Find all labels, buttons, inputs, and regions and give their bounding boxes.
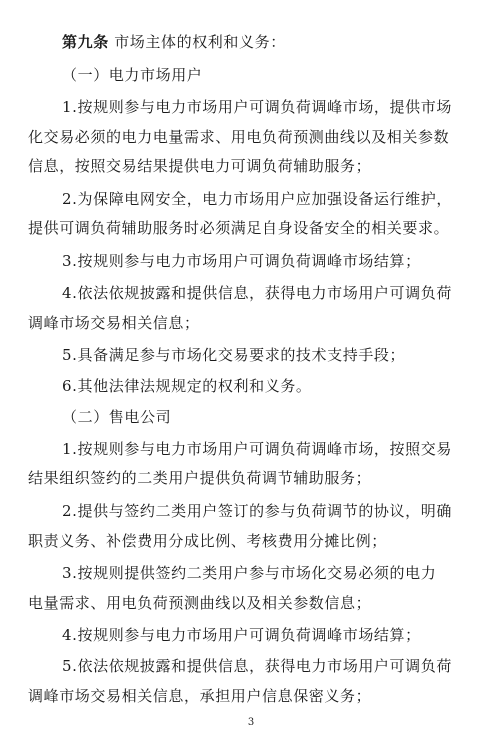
paragraph-line: 2.为保障电网安全，电力市场用户应加强设备运行维护， (62, 190, 452, 208)
paragraph-line: 2.提供与签约二类用户签订的参与负荷调节的协议，明确 (62, 502, 452, 520)
article-number: 第九条 (62, 33, 109, 51)
paragraph-line: 提供可调负荷辅助服务时必须满足自身设备安全的相关要求。 (28, 219, 450, 237)
paragraph-line: 职责义务、补偿费用分成比例、考核费用分摊比例； (28, 532, 387, 550)
paragraph-line: 4.按规则参与电力市场用户可调负荷调峰市场结算； (62, 626, 421, 644)
article-title: 市场主体的权利和义务： (114, 33, 286, 51)
paragraph-line: 调峰市场交易相关信息； (28, 314, 200, 332)
paragraph-line: 5.依法依规披露和提供信息，获得电力市场用户可调负荷 (62, 657, 452, 675)
article-heading (62, 33, 480, 51)
paragraph-line: 化交易必须的电力电量需求、用电负荷预测曲线以及相关参数 (28, 128, 450, 146)
paragraph-line: 信息，按照交易结果提供电力可调负荷辅助服务； (28, 157, 372, 175)
paragraph-line: 电量需求、用电负荷预测曲线以及相关参数信息； (28, 594, 372, 612)
paragraph-line: 3.按规则参与电力市场用户可调负荷调峰市场结算； (62, 252, 421, 270)
paragraph-line: 4.依法依规披露和提供信息，获得电力市场用户可调负荷 (62, 284, 452, 302)
paragraph-line: 1.按规则参与电力市场用户可调负荷调峰市场，按照交易 (62, 440, 452, 458)
paragraph-line: 调峰市场交易相关信息，承担用户信息保密义务； (28, 687, 372, 705)
paragraph-line: 1.按规则参与电力市场用户可调负荷调峰市场，提供市场 (62, 98, 452, 116)
section-heading: （二）售电公司 (62, 408, 172, 426)
paragraph-line: 6.其他法律法规规定的权利和义务。 (62, 377, 312, 395)
page-number: 3 (247, 717, 255, 728)
paragraph-line: 3.按规则提供签约二类用户参与市场化交易必须的电力 (62, 564, 437, 582)
section-heading: （一）电力市场用户 (62, 66, 203, 84)
paragraph-line: 结果组织签约的二类用户提供负荷调节辅助服务； (28, 469, 372, 487)
paragraph-line: 5.具备满足参与市场化交易要求的技术支持手段； (62, 346, 406, 364)
